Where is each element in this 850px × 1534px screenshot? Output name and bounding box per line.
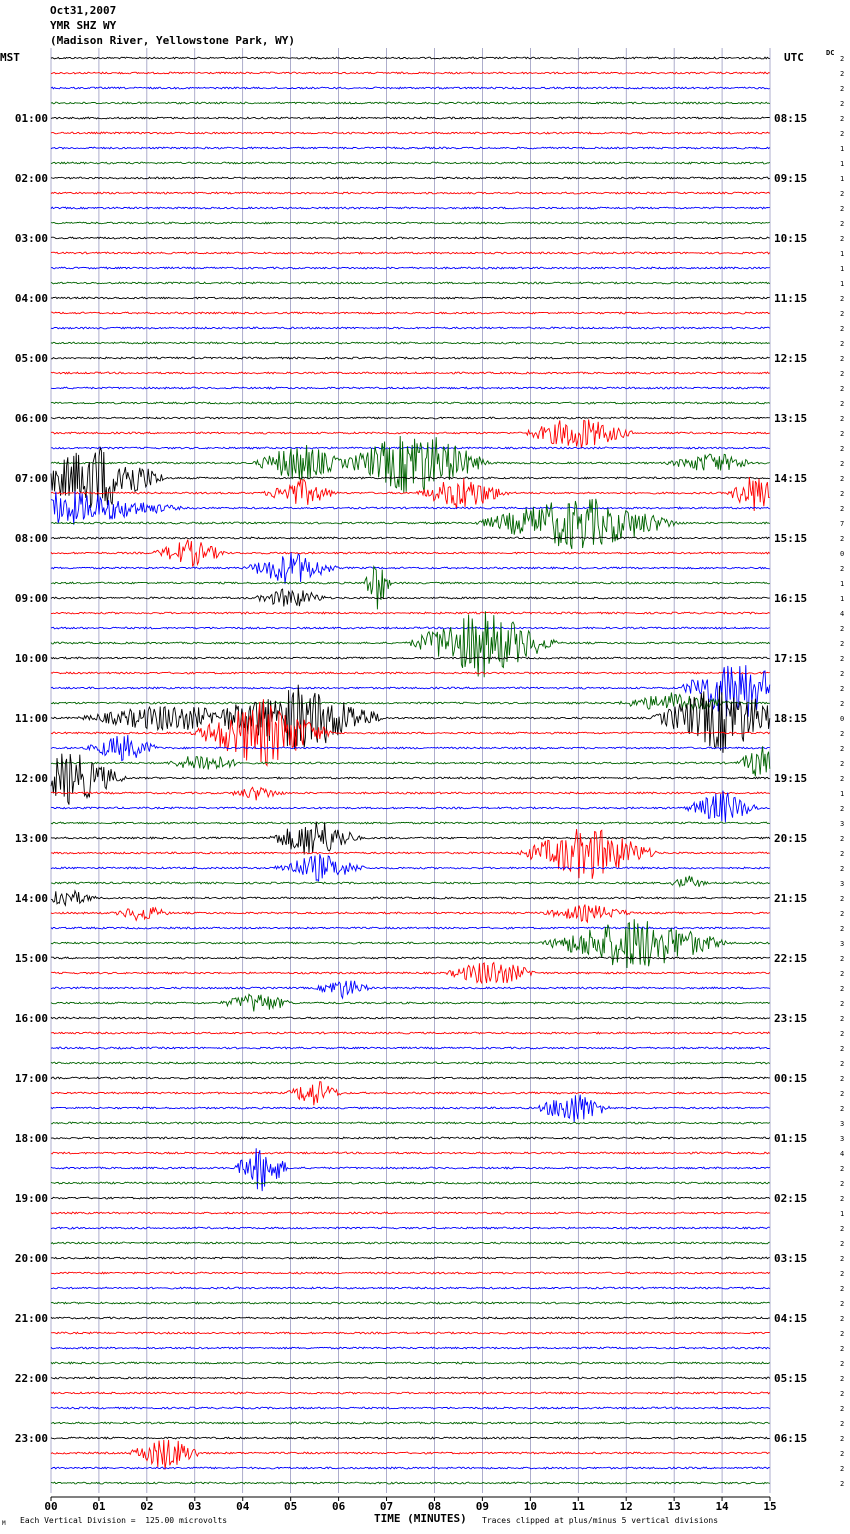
- trace-row: [51, 1437, 770, 1439]
- right-hour-label: 00:15: [774, 1072, 808, 1085]
- trace-row: [51, 117, 770, 119]
- left-hour-label: 22:00: [14, 1372, 48, 1385]
- left-hour-label: 19:00: [14, 1192, 48, 1205]
- dc-offset-value: 2: [840, 1270, 845, 1278]
- trace-row: [51, 927, 770, 929]
- dc-offset-value: 2: [840, 355, 845, 363]
- x-tick-label: 08: [427, 1500, 442, 1513]
- trace-row: [51, 754, 770, 805]
- dc-offset-value: 2: [840, 430, 845, 438]
- left-hour-label: 20:00: [14, 1252, 48, 1265]
- left-hour-label: 02:00: [14, 172, 48, 185]
- trace-row: [51, 499, 770, 549]
- dc-offset-value: 2: [840, 415, 845, 423]
- left-hour-label: 01:00: [14, 112, 48, 125]
- dc-offset-value: 2: [840, 325, 845, 333]
- dc-offset-value: 3: [840, 880, 845, 888]
- dc-offset-value: 2: [840, 1405, 845, 1413]
- dc-offset-value: 2: [840, 340, 845, 348]
- dc-offset-value: 2: [840, 895, 845, 903]
- dc-offset-value: 2: [840, 850, 845, 858]
- right-hour-label: 08:15: [774, 112, 808, 125]
- dc-offset-value: 0: [840, 715, 845, 723]
- dc-offset-value: 2: [840, 775, 845, 783]
- dc-offset-value: 2: [840, 865, 845, 873]
- right-hour-label: 21:15: [774, 892, 808, 905]
- dc-offset-value: 1: [840, 160, 845, 168]
- x-tick-label: 15: [763, 1500, 777, 1513]
- trace-row: [51, 1287, 770, 1289]
- dc-offset-value: 2: [840, 1465, 845, 1473]
- trace-row: [51, 552, 770, 584]
- right-hour-label: 12:15: [774, 352, 808, 365]
- station-code: YMR SHZ WY: [50, 19, 117, 32]
- dc-offset-value: 3: [840, 1135, 845, 1143]
- right-hour-label: 11:15: [774, 292, 808, 305]
- trace-row: [51, 1362, 770, 1364]
- dc-offset-value: 2: [840, 805, 845, 813]
- left-hour-label: 15:00: [14, 952, 48, 965]
- trace-row: [51, 1122, 770, 1124]
- right-hour-label: 20:15: [774, 832, 808, 845]
- dc-offset-value: 2: [840, 1090, 845, 1098]
- dc-offset-value: 2: [840, 910, 845, 918]
- right-hour-label: 04:15: [774, 1312, 808, 1325]
- dc-offset-value: 1: [840, 175, 845, 183]
- trace-row: [51, 919, 770, 968]
- right-hour-label: 22:15: [774, 952, 808, 965]
- x-axis-title: TIME (MINUTES): [374, 1512, 467, 1525]
- trace-row: [51, 327, 770, 329]
- dc-offset-value: 1: [840, 1210, 845, 1218]
- dc-offset-header: DC: [826, 49, 835, 57]
- trace-row: [51, 1257, 770, 1259]
- dc-offset-value: 2: [840, 1330, 845, 1338]
- dc-offset-value: 2: [840, 400, 845, 408]
- dc-offset-value: 2: [840, 1450, 845, 1458]
- trace-row: [51, 1152, 770, 1154]
- left-hour-label: 21:00: [14, 1312, 48, 1325]
- trace-row: [51, 267, 770, 269]
- dc-offset-value: 1: [840, 280, 845, 288]
- left-hour-label: 08:00: [14, 532, 48, 545]
- dc-offset-value: 2: [840, 370, 845, 378]
- trace-row: [51, 822, 770, 824]
- trace-row: [51, 147, 770, 149]
- trace-row: [51, 1017, 770, 1019]
- right-hour-label: 16:15: [774, 592, 808, 605]
- dc-offset-value: 2: [840, 1180, 845, 1188]
- dc-offset-value: 2: [840, 460, 845, 468]
- trace-row: [51, 1422, 770, 1424]
- dc-offset-value: 2: [840, 985, 845, 993]
- trace-row: [51, 963, 770, 983]
- dc-offset-value: 2: [840, 1360, 845, 1368]
- trace-row: [51, 822, 770, 855]
- left-hour-label: 16:00: [14, 1012, 48, 1025]
- dc-offset-value: 2: [840, 1300, 845, 1308]
- trace-row: [51, 787, 770, 800]
- right-hour-label: 23:15: [774, 1012, 808, 1025]
- dc-offset-value: 2: [840, 625, 845, 633]
- trace-row: [51, 297, 770, 299]
- x-tick-label: 09: [475, 1500, 490, 1513]
- dc-offset-value: 2: [840, 1000, 845, 1008]
- trace-row: [51, 387, 770, 389]
- dc-offset-value: 2: [840, 1480, 845, 1488]
- trace-row: [51, 791, 770, 823]
- plot-date: Oct31,2007: [50, 4, 117, 17]
- left-hour-label: 09:00: [14, 592, 48, 605]
- trace-row: [51, 491, 770, 525]
- x-tick-label: 06: [331, 1500, 346, 1513]
- dc-offset-value: 2: [840, 1195, 845, 1203]
- trace-row: [51, 207, 770, 209]
- dc-offset-value: 2: [840, 535, 845, 543]
- trace-row: [51, 891, 770, 905]
- dc-offset-value: 2: [840, 835, 845, 843]
- dc-offset-value: 2: [840, 670, 845, 678]
- right-hour-label: 03:15: [774, 1252, 808, 1265]
- dc-offset-value: 2: [840, 760, 845, 768]
- trace-row: [51, 829, 770, 879]
- trace-row: [51, 876, 770, 887]
- trace-row: [51, 657, 770, 659]
- x-tick-label: 11: [571, 1500, 585, 1513]
- trace-row: [51, 1407, 770, 1409]
- dc-offset-value: 2: [840, 295, 845, 303]
- dc-offset-value: 2: [840, 1255, 845, 1263]
- trace-row: [51, 1347, 770, 1349]
- dc-offset-value: 2: [840, 1045, 845, 1053]
- trace-row: [51, 1272, 770, 1274]
- right-timezone-label: UTC: [784, 51, 804, 64]
- dc-offset-value: 7: [840, 520, 845, 528]
- x-tick-label: 12: [619, 1500, 633, 1513]
- right-hour-label: 02:15: [774, 1192, 808, 1205]
- dc-offset-value: 2: [840, 730, 845, 738]
- trace-row: [51, 419, 770, 448]
- dc-offset-value: 2: [840, 115, 845, 123]
- dc-offset-value: 2: [840, 1165, 845, 1173]
- dc-offset-value: 2: [840, 700, 845, 708]
- dc-offset-value: 1: [840, 790, 845, 798]
- trace-row: [51, 342, 770, 344]
- dc-offset-value: 2: [840, 565, 845, 573]
- dc-offset-value: 0: [840, 550, 845, 558]
- trace-row: [51, 735, 770, 761]
- trace-row: [51, 447, 770, 449]
- trace-row: [51, 1182, 770, 1184]
- scale-note: Each Vertical Division = 125.00 microvolts: [20, 1516, 228, 1525]
- dc-offset-value: 4: [840, 1150, 845, 1158]
- trace-row: [51, 1047, 770, 1049]
- trace-row: [51, 994, 770, 1011]
- dc-offset-value: 3: [840, 820, 845, 828]
- trace-row: [51, 237, 770, 239]
- trace-row: [51, 282, 770, 284]
- dc-offset-value: 2: [840, 205, 845, 213]
- trace-row: [51, 1197, 770, 1199]
- dc-offset-value: 2: [840, 1435, 845, 1443]
- dc-offset-value: 2: [840, 1285, 845, 1293]
- trace-row: [51, 1077, 770, 1079]
- left-hour-label: 05:00: [14, 352, 48, 365]
- dc-offset-value: 1: [840, 265, 845, 273]
- dc-offset-value: 2: [840, 1015, 845, 1023]
- dc-offset-value: 2: [840, 1315, 845, 1323]
- x-tick-label: 07: [379, 1500, 394, 1513]
- trace-row: [51, 1137, 770, 1139]
- dc-offset-value: 2: [840, 925, 845, 933]
- dc-offset-value: 3: [840, 1120, 845, 1128]
- trace-row: [51, 1377, 770, 1379]
- trace-row: [51, 612, 770, 614]
- trace-row: [51, 1302, 770, 1304]
- trace-row: [51, 693, 770, 710]
- trace-row: [51, 699, 770, 765]
- x-tick-label: 03: [188, 1500, 202, 1513]
- trace-row: [51, 540, 770, 567]
- trace-row: [51, 222, 770, 224]
- left-timezone-label: MST: [0, 51, 20, 64]
- corner-mark: M: [2, 1520, 6, 1527]
- dc-offset-value: 2: [840, 1225, 845, 1233]
- trace-row: [51, 685, 770, 753]
- left-hour-label: 17:00: [14, 1072, 48, 1085]
- trace-row: [51, 1032, 770, 1034]
- dc-offset-value: 1: [840, 595, 845, 603]
- dc-offset-value: 2: [840, 655, 845, 663]
- trace-row: [51, 312, 770, 314]
- left-hour-label: 18:00: [14, 1132, 48, 1145]
- right-hour-label: 15:15: [774, 532, 808, 545]
- trace-row: [51, 192, 770, 194]
- dc-offset-value: 2: [840, 955, 845, 963]
- trace-row: [51, 372, 770, 374]
- dc-offset-value: 2: [840, 505, 845, 513]
- trace-row: [51, 1467, 770, 1469]
- dc-offset-value: 2: [840, 445, 845, 453]
- trace-row: [51, 1082, 770, 1106]
- x-tick-label: 02: [140, 1500, 154, 1513]
- dc-offset-value: 2: [840, 85, 845, 93]
- x-tick-label: 10: [523, 1500, 537, 1513]
- dc-offset-value: 2: [840, 55, 845, 63]
- trace-row: [51, 957, 770, 959]
- trace-row: [51, 357, 770, 359]
- trace-row: [51, 537, 770, 539]
- dc-offset-value: 4: [840, 610, 845, 618]
- trace-row: [51, 1332, 770, 1334]
- dc-offset-value: 3: [840, 940, 845, 948]
- trace-row: [51, 589, 770, 606]
- trace-row: [51, 611, 770, 677]
- left-hour-label: 07:00: [14, 472, 48, 485]
- trace-row: [51, 1392, 770, 1394]
- dc-offset-value: 2: [840, 475, 845, 483]
- right-hour-label: 17:15: [774, 652, 808, 665]
- trace-row: [51, 672, 770, 674]
- trace-row: [51, 905, 770, 923]
- trace-row: [51, 981, 770, 999]
- dc-offset-value: 2: [840, 1030, 845, 1038]
- trace-row: [51, 627, 770, 629]
- trace-row: [51, 132, 770, 134]
- trace-row: [51, 57, 770, 59]
- dc-offset-value: 2: [840, 1075, 845, 1083]
- trace-row: [51, 1440, 770, 1470]
- right-hour-label: 09:15: [774, 172, 808, 185]
- dc-offset-value: 1: [840, 145, 845, 153]
- dc-offset-value: 2: [840, 970, 845, 978]
- right-hour-label: 06:15: [774, 1432, 808, 1445]
- dc-offset-value: 2: [840, 310, 845, 318]
- trace-row: [51, 1095, 770, 1123]
- trace-row: [51, 567, 770, 610]
- left-hour-label: 23:00: [14, 1432, 48, 1445]
- dc-offset-value: 2: [840, 1060, 845, 1068]
- trace-row: [51, 1212, 770, 1214]
- left-hour-label: 13:00: [14, 832, 48, 845]
- x-tick-label: 04: [236, 1500, 250, 1513]
- clip-note: Traces clipped at plus/minus 5 vertical divisions: [482, 1516, 719, 1525]
- x-tick-label: 13: [667, 1500, 681, 1513]
- dc-offset-value: 2: [840, 100, 845, 108]
- trace-row: [51, 854, 770, 881]
- trace-row: [51, 252, 770, 254]
- right-hour-label: 13:15: [774, 412, 808, 425]
- dc-offset-value: 1: [840, 250, 845, 258]
- left-hour-label: 10:00: [14, 652, 48, 665]
- dc-offset-value: 2: [840, 640, 845, 648]
- dc-offset-value: 2: [840, 685, 845, 693]
- x-tick-label: 00: [44, 1500, 58, 1513]
- right-hour-label: 10:15: [774, 232, 808, 245]
- dc-offset-value: 2: [840, 1375, 845, 1383]
- trace-row: [51, 72, 770, 74]
- left-hour-label: 12:00: [14, 772, 48, 785]
- left-hour-label: 03:00: [14, 232, 48, 245]
- trace-row: [51, 162, 770, 164]
- dc-offset-value: 2: [840, 190, 845, 198]
- right-hour-label: 18:15: [774, 712, 808, 725]
- left-hour-label: 04:00: [14, 292, 48, 305]
- right-hour-label: 14:15: [774, 472, 808, 485]
- station-location: (Madison River, Yellowstone Park, WY): [50, 34, 296, 47]
- trace-row: [51, 177, 770, 179]
- trace-row: [51, 1242, 770, 1244]
- dc-offset-value: 2: [840, 385, 845, 393]
- dc-offset-value: 1: [840, 580, 845, 588]
- right-hour-label: 01:15: [774, 1132, 808, 1145]
- trace-row: [51, 87, 770, 89]
- dc-offset-value: 2: [840, 1345, 845, 1353]
- x-tick-label: 14: [715, 1500, 729, 1513]
- trace-row: [51, 477, 770, 511]
- dc-offset-value: 2: [840, 70, 845, 78]
- trace-row: [51, 102, 770, 104]
- left-hour-label: 06:00: [14, 412, 48, 425]
- trace-row: [51, 1227, 770, 1229]
- trace-row: [51, 436, 770, 493]
- dc-offset-value: 2: [840, 130, 845, 138]
- trace-row: [51, 417, 770, 419]
- right-hour-label: 05:15: [774, 1372, 808, 1385]
- x-tick-label: 01: [92, 1500, 106, 1513]
- dc-offset-value: 2: [840, 745, 845, 753]
- left-hour-label: 11:00: [14, 712, 48, 725]
- trace-row: [51, 1148, 770, 1191]
- x-tick-label: 05: [284, 1500, 298, 1513]
- trace-row: [51, 402, 770, 404]
- dc-offset-value: 2: [840, 220, 845, 228]
- dc-offset-value: 2: [840, 1105, 845, 1113]
- dc-offset-value: 2: [840, 1390, 845, 1398]
- dc-offset-value: 2: [840, 235, 845, 243]
- trace-row: [51, 1062, 770, 1064]
- dc-offset-value: 2: [840, 1420, 845, 1428]
- trace-row: [51, 1317, 770, 1319]
- right-hour-label: 19:15: [774, 772, 808, 785]
- trace-row: [51, 746, 770, 776]
- dc-offset-value: 2: [840, 490, 845, 498]
- trace-row: [51, 1482, 770, 1484]
- dc-offset-value: 2: [840, 1240, 845, 1248]
- left-hour-label: 14:00: [14, 892, 48, 905]
